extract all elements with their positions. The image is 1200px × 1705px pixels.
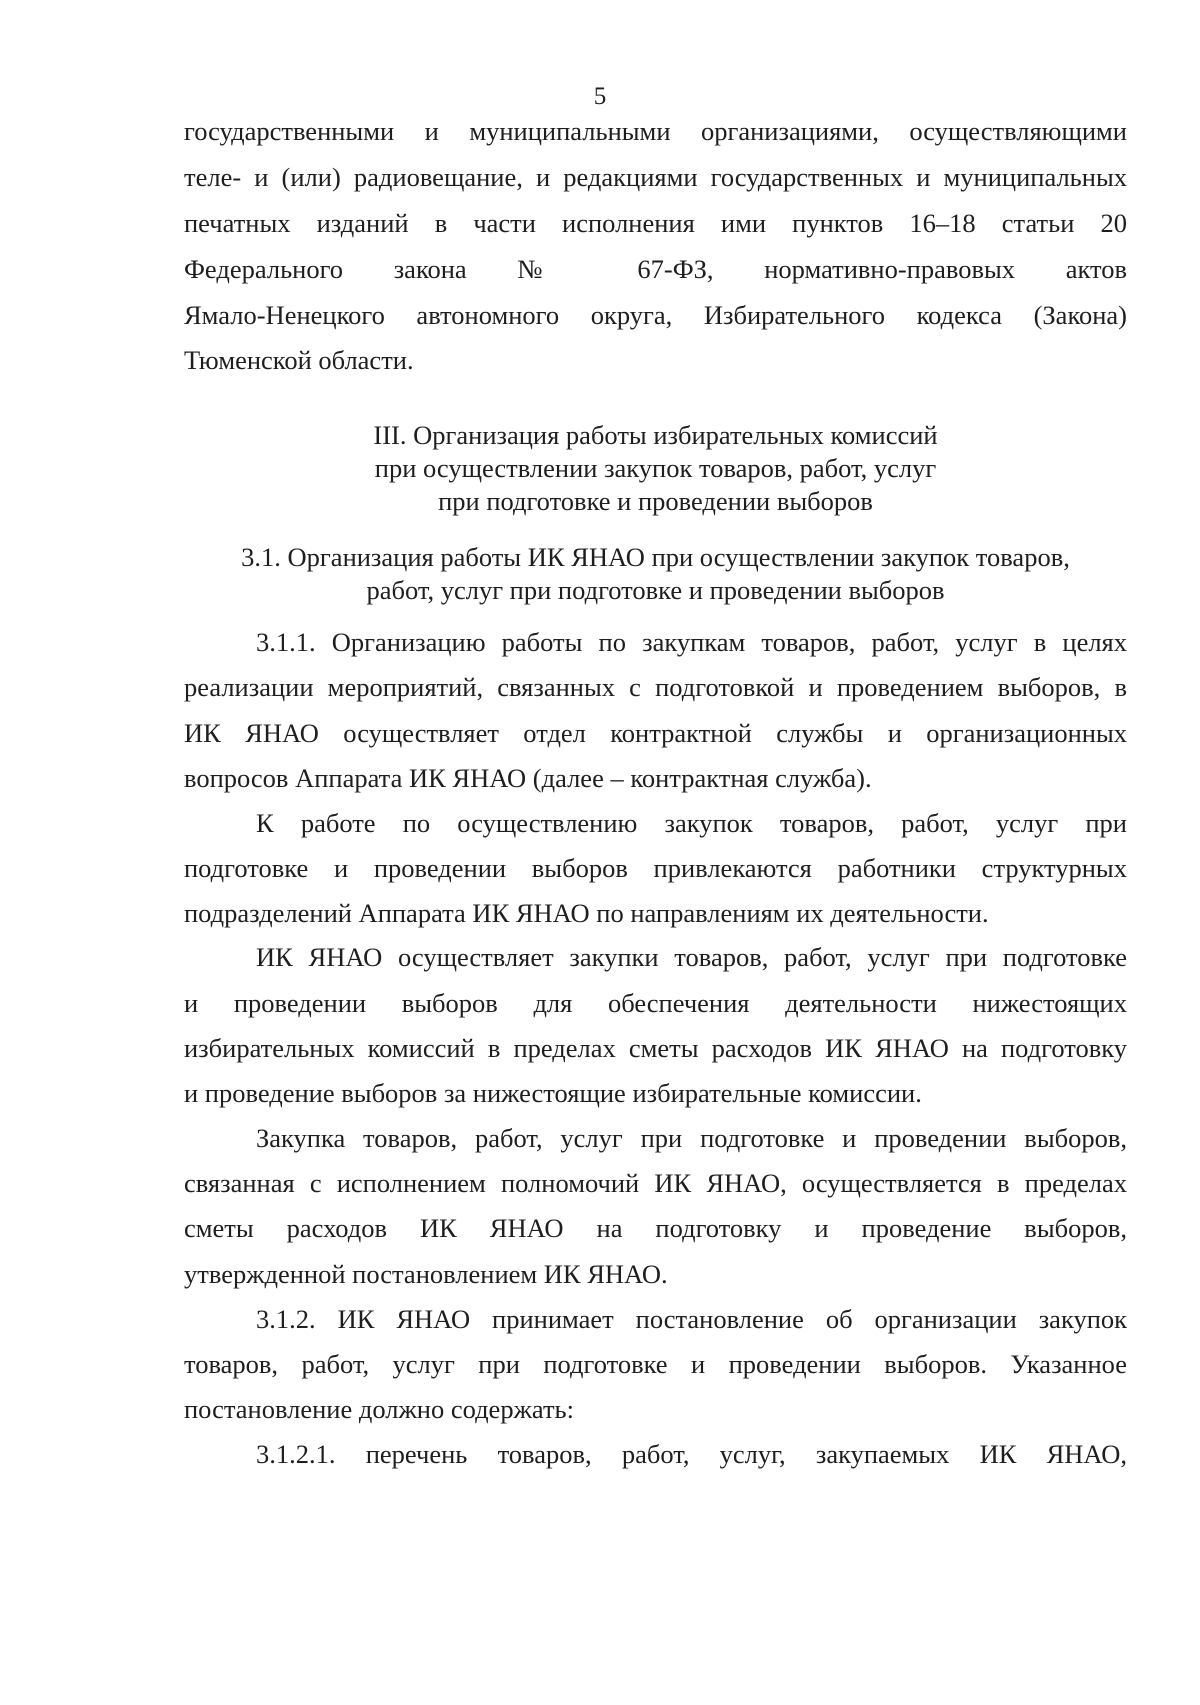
- text-line: теле- и (или) радиовещание, и редакциями государственных и муниципальных: [184, 162, 1127, 192]
- page-number: 5: [593, 83, 607, 110]
- text-line: Ямало-Ненецкого автономного округа, Избирательного кодекса (Закона): [184, 300, 1127, 330]
- heading-line: при осуществлении закупок товаров, работ, услуг: [374, 453, 937, 483]
- text-line: Закупка товаров, работ, услуг при подготовке и проведении выборов,: [256, 1123, 1127, 1153]
- text-line: подготовке и проведении выборов привлекаются работники структурных: [184, 853, 1127, 883]
- text-line: избирательных комиссий в пределах сметы расходов ИК ЯНАО на подготовку: [184, 1033, 1127, 1063]
- text-line: 3.1.1. Организацию работы по закупкам товаров, работ, услуг в целях: [256, 627, 1127, 657]
- text-line: 3.1.2. ИК ЯНАО принимает постановление об организации закупок: [256, 1304, 1127, 1334]
- text-line: и проведении выборов для обеспечения деятельности нижестоящих: [184, 988, 1127, 1018]
- heading-line: 3.1. Организация работы ИК ЯНАО при осуществлении закупок товаров,: [241, 542, 1070, 572]
- text-line: подразделений Аппарата ИК ЯНАО по направлениям их деятельности.: [184, 898, 989, 928]
- text-line: реализации мероприятий, связанных с подготовкой и проведением выборов, в: [184, 672, 1127, 702]
- text-line: ИК ЯНАО осуществляет закупки товаров, работ, услуг при подготовке: [256, 942, 1127, 972]
- text-line: и проведение выборов за нижестоящие избирательные комиссии.: [184, 1078, 922, 1108]
- text-line: вопросов Аппарата ИК ЯНАО (далее – контрактная служба).: [184, 763, 872, 793]
- heading-line: III. Организация работы избирательных комиссий: [373, 420, 938, 450]
- text-line: ИК ЯНАО осуществляет отдел контрактной службы и организационных: [184, 718, 1127, 748]
- heading-line: при подготовке и проведении выборов: [438, 486, 873, 516]
- text-line: государственными и муниципальными организациями, осуществляющими: [184, 116, 1127, 146]
- text-line: печатных изданий в части исполнения ими пунктов 16–18 статьи 20: [184, 208, 1127, 238]
- text-line: связанная с исполнением полномочий ИК ЯНАО, осуществляется в пределах: [184, 1168, 1127, 1198]
- text-line: К работе по осуществлению закупок товаров, работ, услуг при: [256, 808, 1127, 838]
- text-line: Федерального закона № 67-ФЗ, нормативно-правовых актов: [184, 254, 1127, 284]
- text-line: Тюменской области.: [184, 345, 414, 375]
- text-line: постановление должно содержать:: [184, 1394, 574, 1424]
- text-line: товаров, работ, услуг при подготовке и проведении выборов. Указанное: [184, 1349, 1127, 1379]
- text-line: утвержденной постановлением ИК ЯНАО.: [184, 1259, 668, 1289]
- text-line: 3.1.2.1. перечень товаров, работ, услуг, закупаемых ИК ЯНАО,: [256, 1439, 1127, 1469]
- heading-line: работ, услуг при подготовке и проведении выборов: [366, 575, 945, 605]
- text-line: сметы расходов ИК ЯНАО на подготовку и проведение выборов,: [184, 1213, 1127, 1243]
